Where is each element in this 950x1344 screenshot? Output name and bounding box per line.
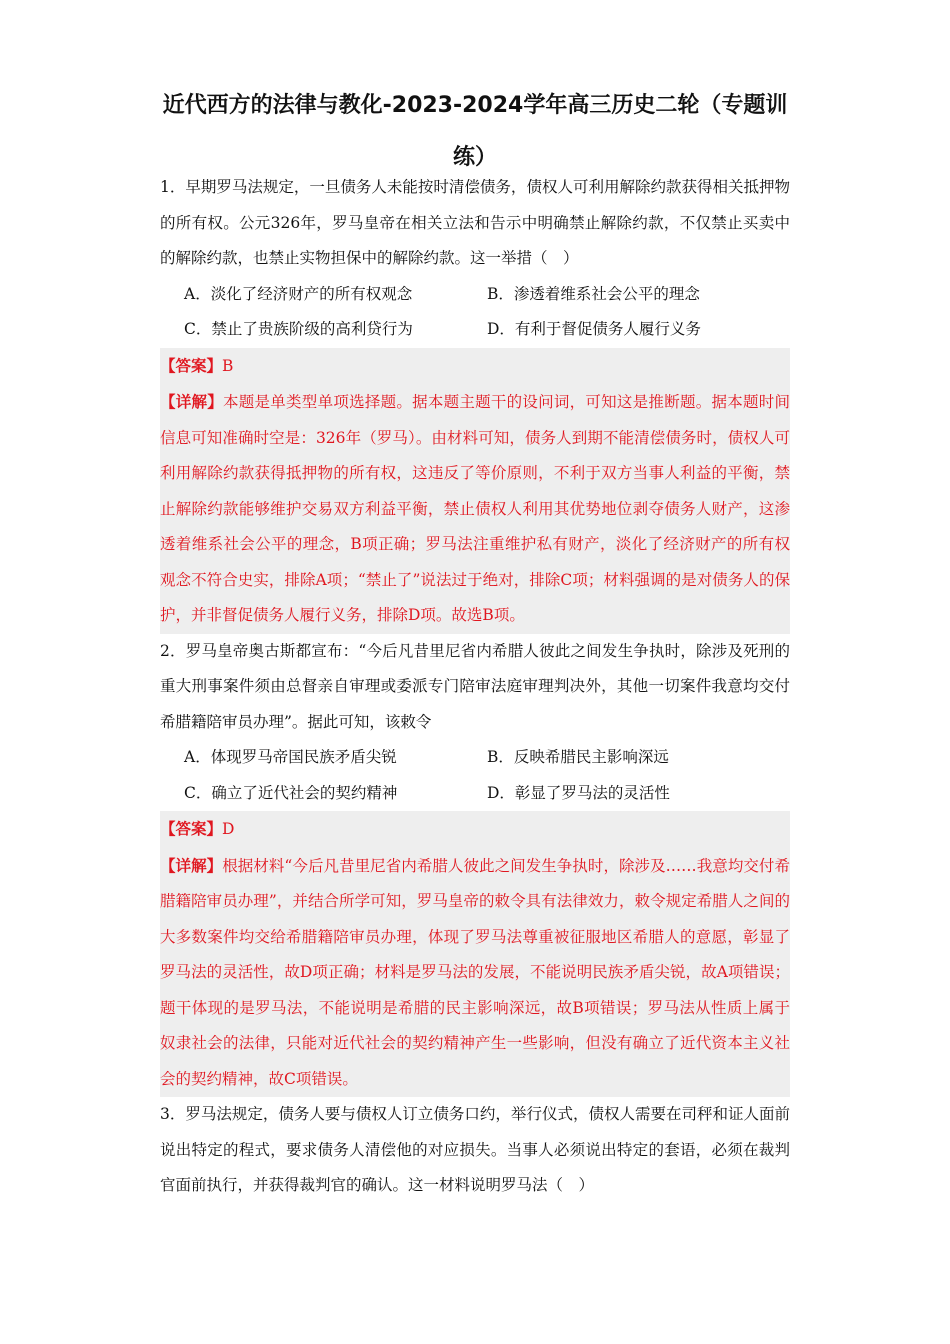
answer-value: D	[222, 820, 235, 838]
document-body	[160, 170, 790, 1204]
detail-text	[160, 384, 790, 634]
question-3	[160, 1097, 790, 1204]
answer-tag: 【答案】	[160, 819, 223, 838]
option-list	[160, 740, 790, 811]
option-b: B．渗透着维系社会公平的理念	[487, 284, 700, 303]
answer-block	[160, 348, 790, 634]
option-c: C．确立了近代社会的契约精神	[184, 783, 398, 802]
question-1	[160, 170, 790, 634]
option-d: D．有利于督促债务人履行义务	[487, 320, 701, 338]
answer-line	[160, 811, 790, 848]
answer-block	[160, 811, 790, 1097]
question-2	[160, 634, 790, 1098]
answer-line	[160, 348, 790, 385]
answer-tag: 【答案】	[160, 355, 223, 375]
page-title: 近代西方的法律与教化-2023-2024学年高三历史二轮（专题训练）	[162, 93, 788, 170]
detail-body: 根据材料“今后凡昔里尼省内希腊人彼此之间发生争执时，除涉及……我意均交付希腊籍陪审员办理”，并结合所学可知，罗马皇帝的敕令具有法律效力，敕令规定希腊人之间的大多数案件均交给希腊籍陪审员办理，体现了罗马法尊重被征服地区希腊人的意愿，彰显了罗马法的灵活性，故D项正确；材料是罗马法的发展，不能说明民族矛盾尖锐，故A项错误；题干体现的是罗马法，不能说明是希腊的民主影响深远，故B项错误；罗马法从性质上属于奴隶社会的法律，只能对近代社会的契约精神产生一些影响，但没有确立了近代资本主义社会的契约精神，故C项错误。	[160, 856, 790, 1088]
answer-value: B	[222, 356, 234, 375]
option-c: C．禁止了贵族阶级的高利贷行为	[184, 320, 413, 338]
detail-tag: 【详解】	[160, 392, 224, 411]
detail-text	[160, 848, 790, 1098]
detail-tag: 【详解】	[160, 855, 223, 875]
detail-body: 本题是单类型单项选择题。据本题主题干的设问词，可知这是推断题。据本题时间信息可知准确时空是：326年（罗马）。由材料可知，债务人到期不能清偿债务时，债权人可利用解除约款获得抵押物的所有权，这违反了等价原则，不利于双方当事人利益的平衡，禁止解除约款能够维护交易双方利益平衡，禁止债权人利用其优势地位剥夺债务人财产，这渗透着维系社会公平的理念，B项正确；罗马法注重维护私有财产，淡化了经济财产的所有权观念不符合史实，排除A项；“禁止了”说法过于绝对，排除C项；材料强调的是对债务人的保护，并非督促债务人履行义务，排除D项。故选B项。	[160, 393, 790, 624]
option-b: B．反映希腊民主影响深远	[487, 748, 669, 766]
question-stem: 1．早期罗马法规定，一旦债务人未能按时清偿债务，债权人可利用解除约款获得相关抵押物的所有权。公元326年，罗马皇帝在相关立法和告示中明确禁止解除约款，不仅禁止买卖中的解除约款，也禁止实物担保中的解除约款。这一举措（ ）	[160, 178, 790, 267]
option-a: A．淡化了经济财产的所有权观念	[184, 284, 413, 303]
question-stem: 3．罗马法规定，债务人要与债权人订立债务口约，举行仪式，债权人需要在司秤和证人面前说出特定的程式，要求债务人清偿他的对应损失。当事人必须说出特定的套语，必须在裁判官面前执行，并获得裁判官的确认。这一材料说明罗马法（ ）	[160, 1105, 790, 1194]
option-d: D．彰显了罗马法的灵活性	[487, 783, 670, 802]
question-stem: 2．罗马皇帝奥古斯都宣布：“今后凡昔里尼省内希腊人彼此之间发生争执时，除涉及死刑的重大刑事案件须由总督亲自审理或委派专门陪审法庭审理判决外，其他一切案件我意均交付希腊籍陪审员办理”。据此可知，该敕令	[160, 641, 790, 731]
option-a: A．体现罗马帝国民族矛盾尖锐	[184, 748, 397, 766]
option-list	[160, 277, 790, 348]
